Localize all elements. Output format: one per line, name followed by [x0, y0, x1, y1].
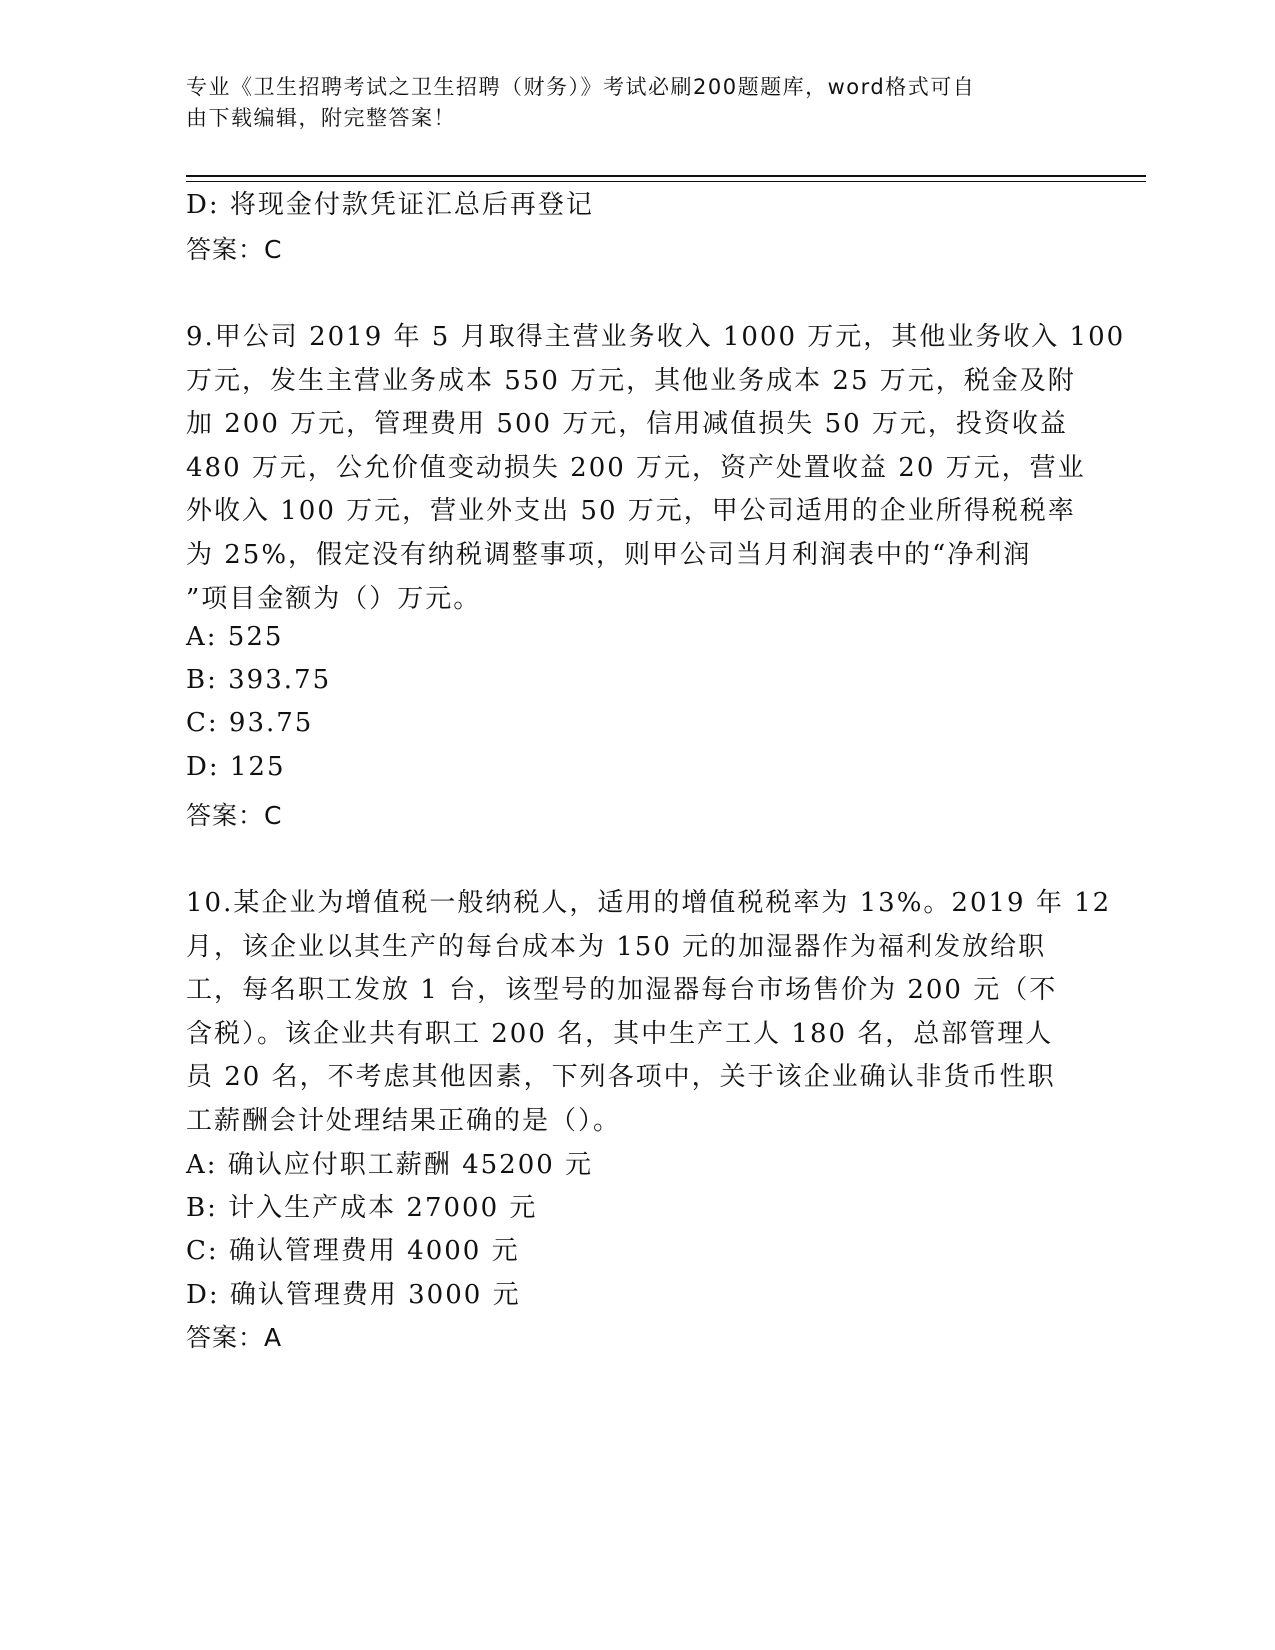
q9-option-b: B: 393.75	[186, 665, 332, 695]
q9-line: 为 25%，假定没有纳税调整事项，则甲公司当月利润表中的“净利润	[186, 540, 1032, 570]
q10-line: 员 20 名，不考虑其他因素，下列各项中，关于该企业确认非货币性职	[186, 1062, 1056, 1092]
q10-line: 月，该企业以其生产的每台成本为 150 元的加湿器作为福利发放给职	[186, 932, 1047, 962]
q9-option-a: A: 525	[186, 622, 284, 652]
header-divider-thin	[186, 181, 1146, 182]
q9-line: 外收入 100 万元，营业外支出 50 万元，甲公司适用的企业所得税税率	[186, 496, 1076, 526]
q10-line: 10.某企业为增值税一般纳税人，适用的增值税税率为 13%。2019 年 12	[186, 888, 1112, 918]
q9-answer: 答案：C	[186, 801, 283, 830]
q10-option-a: A: 确认应付职工薪酬 45200 元	[186, 1150, 594, 1180]
q9-line: 9.甲公司 2019 年 5 月取得主营业务收入 1000 万元，其他业务收入 100	[186, 322, 1126, 352]
document-header	[186, 72, 1066, 134]
q9-line: 万元，发生主营业务成本 550 万元，其他业务成本 25 万元，税金及附	[186, 366, 1076, 396]
q10-answer: 答案：A	[186, 1323, 283, 1352]
prev-option-d: D: 将现金付款凭证汇总后再登记	[186, 190, 594, 220]
q10-line: 含税）。该企业共有职工 200 名，其中生产工人 180 名，总部管理人	[186, 1019, 1054, 1049]
header-divider-thick	[186, 175, 1146, 177]
q10-line: 工薪酬会计处理结果正确的是（）。	[186, 1106, 622, 1136]
q10-option-c: C: 确认管理费用 4000 元	[186, 1236, 520, 1266]
prev-answer: 答案：C	[186, 235, 283, 264]
header-title-line-2: 由下载编辑，附完整答案！	[186, 106, 456, 130]
q10-option-d: D: 确认管理费用 3000 元	[186, 1280, 521, 1310]
q10-line: 工，每名职工发放 1 台，该型号的加湿器每台市场售价为 200 元（不	[186, 975, 1058, 1005]
header-title-line-1: 专业《卫生招聘考试之卫生招聘（财务）》考试必刷200题题库，word格式可自	[186, 75, 976, 99]
q9-line: 加 200 万元，管理费用 500 万元，信用减值损失 50 万元，投资收益	[186, 409, 1068, 439]
q9-line: ”项目金额为（）万元。	[186, 584, 482, 614]
q10-option-b: B: 计入生产成本 27000 元	[186, 1193, 538, 1223]
q9-option-c: C: 93.75	[186, 708, 314, 738]
q9-option-d: D: 125	[186, 752, 286, 782]
q9-line: 480 万元，公允价值变动损失 200 万元，资产处置收益 20 万元，营业	[186, 453, 1086, 483]
